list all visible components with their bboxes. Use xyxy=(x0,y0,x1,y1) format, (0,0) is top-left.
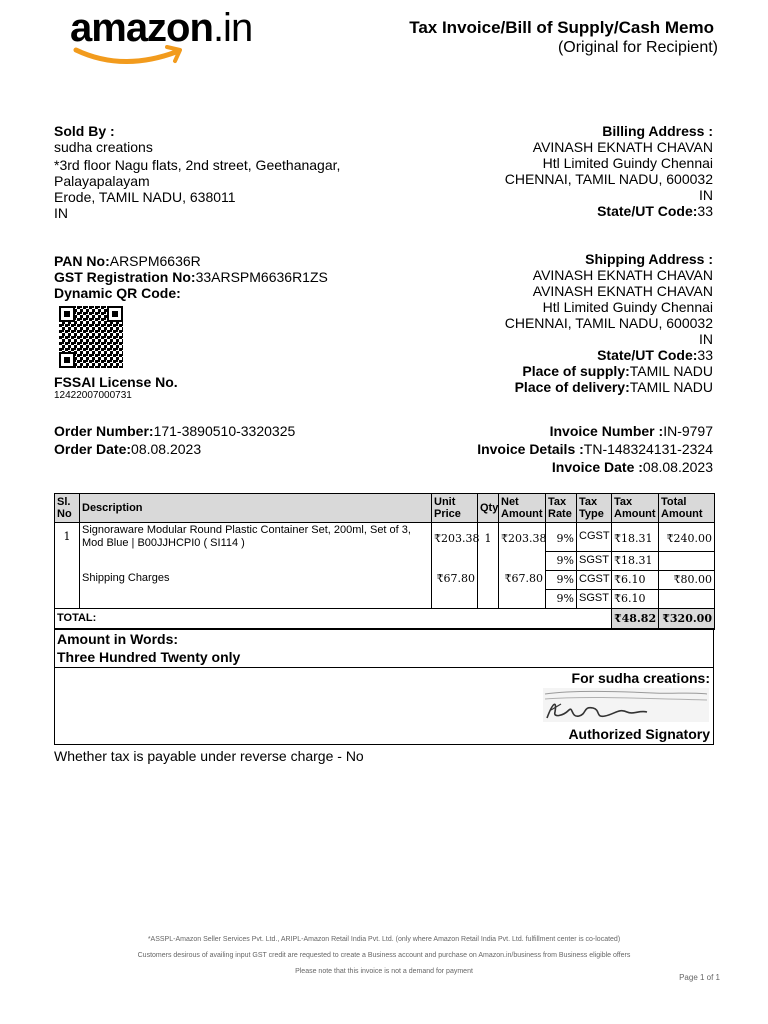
order-block xyxy=(54,423,374,457)
shipping-state-value: 33 xyxy=(697,347,713,363)
pan-value: ARSPM6636R xyxy=(109,253,201,269)
billing-label: Billing Address : xyxy=(602,123,713,139)
seller-country: IN xyxy=(54,205,68,221)
seller-name: sudha creations xyxy=(54,139,153,155)
table-row xyxy=(55,551,715,570)
gst-value: 33ARSPM6636R1ZS xyxy=(195,269,328,285)
invoice-details-label: Invoice Details : xyxy=(477,441,584,457)
col-total-amount: Total Amount xyxy=(659,494,715,523)
item-tax-amount-1: ₹18.31 xyxy=(612,523,659,552)
invoice-details-value: TN-148324131-2324 xyxy=(583,441,713,457)
pan-label: PAN No: xyxy=(54,253,110,269)
order-number-value: 171-3890510-3320325 xyxy=(153,423,296,439)
item-description: Signoraware Modular Round Plastic Container Set, 200ml, Set of 3, Mod Blue | B00JJHCPI0 ( SI114 ) xyxy=(80,523,432,552)
item-unit-price: ₹203.38 xyxy=(432,523,478,552)
footer xyxy=(0,932,768,980)
col-qty: Qty xyxy=(478,494,499,523)
seller-address-1: *3rd floor Nagu flats, 2nd street, Geethanagar, xyxy=(54,157,341,173)
shipping-state-label: State/UT Code: xyxy=(597,347,698,363)
footer-line-2: Customers desirous of availing input GST credit are requested to create a Business account and purchase on Amazon.in/business from Business eligible offers xyxy=(137,952,631,959)
shipping-unit-price: ₹67.80 xyxy=(432,570,478,589)
shipping-name-2: AVINASH EKNATH CHAVAN xyxy=(532,283,713,299)
qr-label: Dynamic QR Code: xyxy=(54,285,181,301)
page-number: Page 1 of 1 xyxy=(679,973,720,982)
shipping-total: ₹80.00 xyxy=(659,570,715,589)
table-row xyxy=(55,589,715,608)
fssai-label: FSSAI License No. xyxy=(54,374,178,390)
seller-address-2: Palayapalayam xyxy=(54,173,150,189)
shipping-tax-rate-1: 9% xyxy=(546,570,577,589)
fssai-value: 12422007000731 xyxy=(54,390,132,401)
for-seller-label: For sudha creations: xyxy=(571,670,710,686)
table-row xyxy=(55,570,715,589)
col-description: Description xyxy=(80,494,432,523)
table-row xyxy=(55,523,715,552)
amount-words-value: Three Hundred Twenty only xyxy=(57,649,241,665)
shipping-tax-type-2: SGST xyxy=(577,589,612,608)
table-total-row xyxy=(55,608,715,629)
billing-block xyxy=(393,123,713,219)
shipping-line-2: CHENNAI, TAMIL NADU, 600032 xyxy=(504,315,713,331)
item-tax-rate-1: 9% xyxy=(546,523,577,552)
shipping-net-amount: ₹67.80 xyxy=(499,570,546,589)
billing-state-label: State/UT Code: xyxy=(597,203,698,219)
invoice-items-table xyxy=(54,493,715,630)
amazon-logo xyxy=(70,6,290,68)
shipping-state-code xyxy=(393,347,713,363)
billing-country: IN xyxy=(699,187,713,203)
order-date-value: 08.08.2023 xyxy=(131,441,202,457)
col-net-amount: Net Amount xyxy=(499,494,546,523)
seller-address-3: Erode, TAMIL NADU, 638011 xyxy=(54,189,236,205)
place-supply-label: Place of supply: xyxy=(522,363,630,379)
invoice-number-value: IN-9797 xyxy=(663,423,713,439)
item-net-amount: ₹203.38 xyxy=(499,523,546,552)
col-tax-type: Tax Type xyxy=(577,494,612,523)
shipping-label: Shipping Address : xyxy=(585,251,713,267)
seller-block xyxy=(54,123,394,221)
footer-line-3: Please note that this invoice is not a demand for payment xyxy=(295,968,473,975)
invoice-block xyxy=(393,423,713,475)
invoice-date-label: Invoice Date : xyxy=(551,459,643,475)
shipping-tax-rate-2: 9% xyxy=(546,589,577,608)
shipping-tax-type-1: CGST xyxy=(577,570,612,589)
place-supply-value: TAMIL NADU xyxy=(629,363,713,379)
seller-label: Sold By : xyxy=(54,123,115,139)
invoice-date-value: 08.08.2023 xyxy=(642,459,713,475)
qr-code-icon xyxy=(59,306,123,368)
pan-row xyxy=(54,253,394,269)
invoice-number-label: Invoice Number : xyxy=(549,423,664,439)
amount-words-label: Amount in Words: xyxy=(57,631,179,647)
signature-icon xyxy=(543,688,709,722)
order-number-label: Order Number: xyxy=(54,423,154,439)
place-delivery-value: TAMIL NADU xyxy=(629,379,713,395)
shipping-description: Shipping Charges xyxy=(80,570,432,589)
shipping-tax-amount-1: ₹6.10 xyxy=(612,570,659,589)
order-date-row xyxy=(54,441,374,457)
col-tax-amount: Tax Amount xyxy=(612,494,659,523)
total-amount: ₹320.00 xyxy=(659,608,715,629)
billing-state-value: 33 xyxy=(697,203,713,219)
gst-label: GST Registration No: xyxy=(54,269,196,285)
billing-state-code xyxy=(393,203,713,219)
item-sl: 1 xyxy=(55,523,80,552)
item-tax-amount-2: ₹18.31 xyxy=(612,551,659,570)
signatory-box xyxy=(54,666,714,745)
invoice-title: Tax Invoice/Bill of Supply/Cash Memo xyxy=(409,18,714,37)
invoice-date-row xyxy=(393,459,713,475)
billing-name: AVINASH EKNATH CHAVAN xyxy=(532,139,713,155)
billing-line-2: CHENNAI, TAMIL NADU, 600032 xyxy=(504,171,713,187)
item-tax-rate-2: 9% xyxy=(546,551,577,570)
invoice-details-row xyxy=(393,441,713,457)
order-date-label: Order Date: xyxy=(54,441,132,457)
col-unit-price: Unit Price xyxy=(432,494,478,523)
shipping-country: IN xyxy=(699,331,713,347)
item-tax-type-2: SGST xyxy=(577,551,612,570)
item-qty: 1 xyxy=(478,523,499,552)
shipping-tax-amount-2: ₹6.10 xyxy=(612,589,659,608)
billing-line-1: Htl Limited Guindy Chennai xyxy=(542,155,713,171)
total-tax-amount: ₹48.82 xyxy=(612,608,659,629)
logo-word: amazon xyxy=(70,6,213,50)
authorized-signatory-label: Authorized Signatory xyxy=(568,726,710,742)
place-delivery-label: Place of delivery: xyxy=(514,379,630,395)
tax-ids-block xyxy=(54,253,394,301)
place-of-delivery xyxy=(393,379,713,395)
shipping-line-1: Htl Limited Guindy Chennai xyxy=(542,299,713,315)
amount-in-words-box xyxy=(54,628,714,668)
total-label: TOTAL: xyxy=(55,608,612,629)
item-total: ₹240.00 xyxy=(659,523,715,552)
col-sl-no: Sl. No xyxy=(55,494,80,523)
table-header-row xyxy=(55,494,715,523)
logo-suffix: .in xyxy=(212,6,253,50)
col-tax-rate: Tax Rate xyxy=(546,494,577,523)
shipping-name-1: AVINASH EKNATH CHAVAN xyxy=(532,267,713,283)
gst-row xyxy=(54,269,394,285)
amazon-smile-icon xyxy=(72,42,192,68)
place-of-supply xyxy=(393,363,713,379)
invoice-number-row xyxy=(393,423,713,439)
footer-line-1: *ASSPL-Amazon Seller Services Pvt. Ltd., ARIPL-Amazon Retail India Pvt. Ltd. (only where Amazon Retail India Pvt. Ltd. fulfillment center is co-located) xyxy=(147,936,621,943)
item-tax-type-1: CGST xyxy=(577,523,612,552)
order-number-row xyxy=(54,423,374,439)
shipping-block xyxy=(393,251,713,395)
invoice-subtitle: (Original for Recipient) xyxy=(557,39,718,56)
reverse-charge-note: Whether tax is payable under reverse charge - No xyxy=(54,748,364,764)
